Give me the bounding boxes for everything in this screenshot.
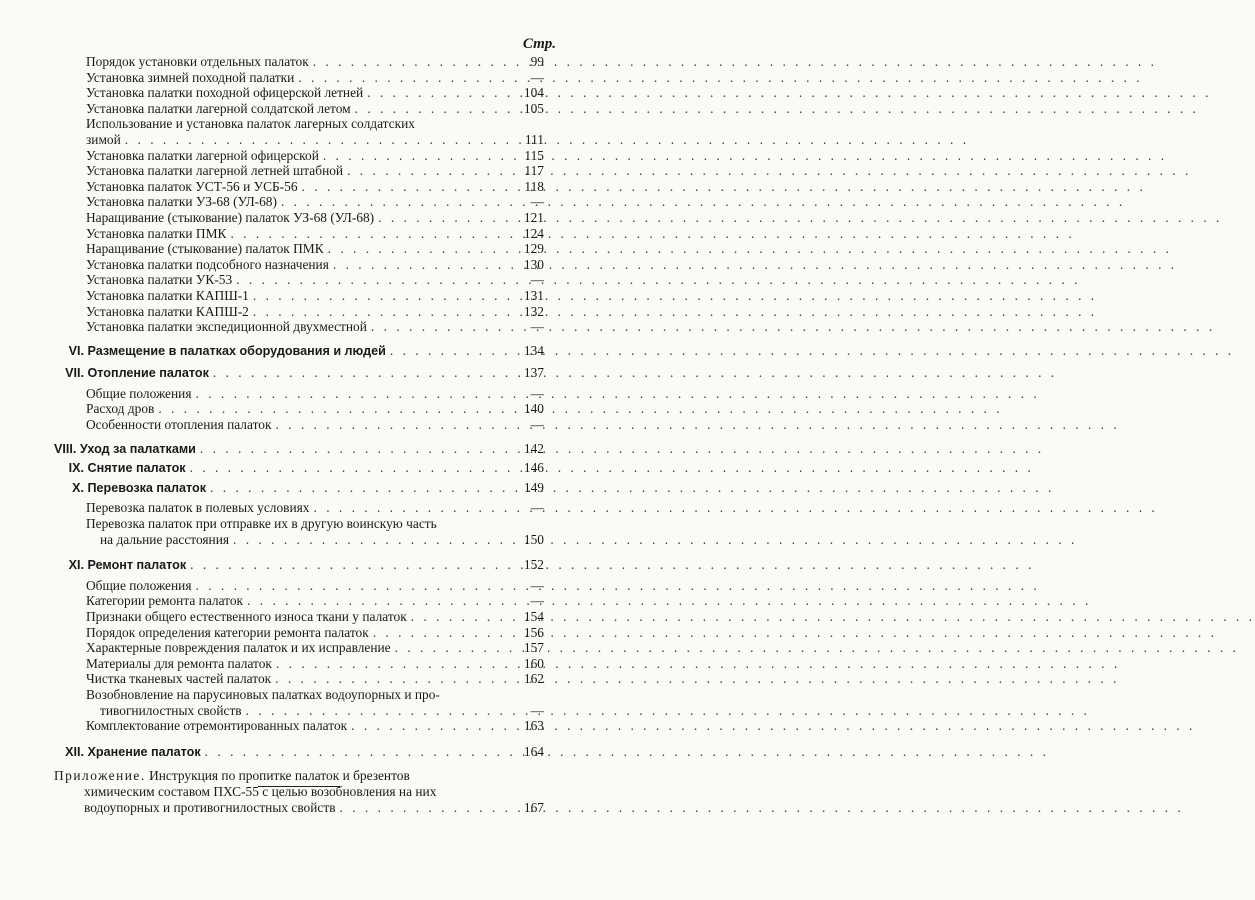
- section-number: XII.: [65, 744, 84, 759]
- section-number: IX.: [68, 461, 84, 476]
- appendix-entry: [54, 768, 544, 815]
- section-heading-10: [54, 480, 544, 497]
- toc-entry-title: Порядок установки отдельных палаток: [86, 54, 309, 69]
- toc-entry: [54, 319, 544, 335]
- dot-leader: [247, 593, 514, 609]
- toc-entry-page: 121: [523, 209, 544, 225]
- toc-entry-line: Перевозка палаток при отправке их в другую воинскую часть: [86, 516, 437, 532]
- toc-entry-page: —: [530, 500, 544, 516]
- dot-leader: [233, 532, 514, 548]
- toc-entry: [54, 210, 544, 226]
- toc-entry-page: 118: [524, 178, 544, 194]
- section-page: 149: [523, 479, 544, 495]
- dot-leader: [323, 148, 514, 164]
- section-number: VI.: [68, 343, 84, 358]
- toc-entry: [54, 500, 544, 516]
- section-title: Отопление палаток: [87, 366, 209, 381]
- toc-entry-page: 129: [523, 241, 544, 257]
- dot-leader: [313, 54, 514, 70]
- toc-entry: [54, 226, 544, 242]
- toc-entry: [54, 417, 544, 433]
- dot-leader: [355, 101, 514, 117]
- section-title: Снятие палаток: [87, 461, 186, 476]
- toc-entry-page: —: [530, 702, 544, 718]
- toc-entry-title: Установка палатки КАПШ-1: [86, 287, 249, 303]
- section-page: 146: [523, 460, 544, 476]
- toc-entry-title: Установка палатки УЗ-68 (УЛ-68): [86, 194, 277, 210]
- toc-entry-title: Материалы для ремонта палаток: [86, 655, 272, 671]
- toc-entry-page: 160: [523, 655, 544, 671]
- toc-entry: [54, 593, 544, 609]
- toc-entry-page: 111: [524, 131, 544, 147]
- dot-leader: [230, 226, 514, 242]
- section-page: 164: [523, 743, 544, 759]
- toc-entry-winter: [54, 116, 544, 147]
- toc-entry: [54, 671, 544, 687]
- dot-leader: [125, 132, 514, 148]
- toc-entry-title: Характерные повреждения палаток и их исправление: [86, 640, 391, 656]
- toc-entry: [54, 54, 544, 70]
- toc-entry-page: —: [530, 385, 544, 401]
- toc-entry-title: Комплектование отремонтированных палаток: [86, 718, 348, 734]
- toc-entry: [54, 241, 544, 257]
- dot-leader: [196, 578, 515, 594]
- end-rule: [258, 786, 340, 787]
- dot-leader: [200, 441, 514, 457]
- toc-entry: [54, 101, 544, 117]
- dot-leader: [190, 557, 514, 573]
- table-of-contents: [54, 54, 544, 815]
- toc-entry-title: Установка палатки походной офицерской летней: [86, 85, 364, 101]
- toc-entry-page: 124: [523, 225, 544, 241]
- toc-entry-title: Установка палатки лагерной солдатской летом: [86, 100, 351, 116]
- section-heading-8: [54, 441, 544, 458]
- toc-entry: [54, 288, 544, 304]
- appendix-label: Приложение.: [54, 768, 146, 784]
- page-column-label: Стр.: [522, 36, 556, 52]
- toc-entry-title: тивогнилостных свойств: [100, 702, 242, 718]
- toc-entry-title: Общие положения: [86, 385, 192, 401]
- toc-entry: [54, 272, 544, 288]
- toc-entry-page: —: [530, 272, 544, 288]
- toc-entry-title: Установка палатки ПМК: [86, 225, 227, 241]
- toc-page: [0, 0, 600, 900]
- toc-entry-title: Установка палатки КАПШ-2: [86, 303, 249, 319]
- toc-entry-title: Установка палатки лагерной офицерской: [86, 147, 319, 163]
- dot-leader: [196, 386, 515, 402]
- toc-entry-waterproof: [54, 687, 544, 718]
- toc-entry-title: Чистка тканевых частей палаток: [86, 671, 272, 687]
- toc-entry-page: 154: [523, 609, 544, 624]
- toc-entry-page: 105: [523, 100, 544, 116]
- toc-entry: [54, 718, 544, 734]
- dot-leader: [281, 194, 514, 210]
- dot-leader: [314, 500, 515, 516]
- section-10-entries: [54, 500, 544, 516]
- toc-entry-line: Возобновление на парусиновых палатках водоупорных и про-: [86, 686, 440, 702]
- dot-leader: [378, 210, 514, 226]
- dot-leader: [371, 319, 514, 335]
- section-title: Размещение в палатках оборудования и людей: [87, 343, 386, 358]
- toc-entry-page: 104: [523, 85, 544, 101]
- toc-entry-title: Особенности отопления палаток: [86, 417, 272, 433]
- section-number: XI.: [68, 558, 84, 573]
- toc-entry-page: 150: [523, 531, 544, 547]
- toc-entry-title: зимой: [86, 131, 121, 147]
- dot-leader: [347, 163, 514, 179]
- toc-entry: [54, 640, 544, 656]
- toc-entry-title: Порядок определения категории ремонта палаток: [86, 624, 369, 640]
- toc-entry-title: Перевозка палаток в полевых условиях: [86, 500, 310, 516]
- toc-entry-title: Наращивание (стыкование) палаток ПМК: [86, 241, 324, 257]
- toc-entry-title: Установка палатки лагерной летней штабной: [86, 163, 344, 179]
- toc-entry-title: Установка палатки подсобного назначения: [86, 256, 329, 272]
- toc-entry: [54, 625, 544, 641]
- toc-entry: [54, 656, 544, 672]
- dot-leader: [253, 304, 514, 320]
- dot-leader: [213, 365, 514, 381]
- toc-entry-page: 130: [523, 256, 544, 272]
- dot-leader: [158, 401, 514, 417]
- toc-entry-page: —: [530, 194, 544, 210]
- section-heading-9: [54, 460, 544, 477]
- toc-entry-page: 99: [530, 54, 544, 69]
- section-page: 134: [523, 342, 544, 358]
- appendix-text: водоупорных и противогнилостных свойств: [84, 799, 336, 815]
- dot-leader: [253, 288, 514, 304]
- dot-leader: [411, 609, 514, 625]
- toc-entry-page: —: [530, 577, 544, 593]
- section-number: VIII.: [54, 441, 77, 456]
- section-title: Уход за палатками: [79, 441, 196, 456]
- toc-entry-title: Установка палатки экспедиционной двухместной: [86, 319, 367, 335]
- dot-leader: [333, 257, 514, 273]
- appendix-page: 167: [523, 799, 544, 815]
- toc-entry-title: Установка зимней походной палатки: [86, 69, 295, 85]
- toc-entry-page: 162: [523, 671, 544, 687]
- entries-group-b: [54, 148, 544, 335]
- toc-entry-page: —: [530, 417, 544, 433]
- toc-entry: [54, 194, 544, 210]
- toc-entry: [54, 163, 544, 179]
- dot-leader: [328, 241, 514, 257]
- toc-entry-long-distance: [54, 516, 544, 547]
- section-number: VII.: [65, 366, 84, 381]
- toc-entry-title: Установка палатки УК-53: [86, 272, 233, 288]
- toc-entry-page: 140: [523, 401, 544, 417]
- section-number: X.: [72, 480, 84, 495]
- toc-entry-title: на дальние расстояния: [100, 531, 230, 547]
- toc-entry: [54, 257, 544, 273]
- dot-leader: [367, 85, 514, 101]
- toc-entry-page: 115: [524, 147, 544, 163]
- dot-leader: [205, 744, 514, 760]
- toc-entry: [54, 85, 544, 101]
- entries-group-a: [54, 54, 544, 116]
- toc-entry: [54, 609, 544, 625]
- dot-leader: [275, 671, 514, 687]
- toc-entry-page: 131: [523, 287, 544, 303]
- toc-entry: [54, 70, 544, 86]
- section-heading-12: [54, 744, 544, 761]
- section-11-entries: [54, 578, 544, 687]
- toc-entry-page: —: [530, 319, 544, 335]
- appendix-line: химическим составом ПХС-55 с целью возобновления на них: [84, 783, 437, 799]
- toc-entry: [54, 179, 544, 195]
- toc-entry-page: 157: [523, 640, 544, 656]
- section-heading-7: [54, 365, 544, 382]
- dot-leader: [276, 656, 514, 672]
- toc-entry-line: Использование и установка палаток лагерных солдатских: [86, 116, 415, 132]
- dot-leader: [373, 625, 514, 641]
- toc-entry: [54, 578, 544, 594]
- toc-entry-page: 156: [523, 624, 544, 640]
- toc-entry-page: 117: [524, 163, 544, 179]
- toc-entry-title: Установка палаток УСТ-56 и УСБ-56: [86, 178, 298, 194]
- toc-entry-title: Категории ремонта палаток: [86, 593, 244, 609]
- toc-entry: [54, 304, 544, 320]
- dot-leader: [390, 343, 514, 359]
- section-heading-6: [54, 343, 544, 360]
- toc-entry-title: Наращивание (стыкование) палаток УЗ-68 (УЛ-68): [86, 209, 375, 225]
- section-page: 137: [523, 365, 544, 381]
- dot-leader: [302, 179, 514, 195]
- dot-leader: [340, 800, 514, 816]
- dot-leader: [210, 480, 514, 496]
- section-title: Хранение палаток: [87, 744, 201, 759]
- section-page: 142: [523, 440, 544, 456]
- toc-entry-page: 163: [523, 718, 544, 734]
- toc-entry-title: Общие положения: [86, 577, 192, 593]
- toc-entry: [54, 401, 544, 417]
- appendix-line: [54, 768, 544, 784]
- dot-leader: [236, 272, 514, 288]
- dot-leader: [298, 70, 514, 86]
- toc-entry: [54, 148, 544, 164]
- dot-leader: [190, 460, 514, 476]
- toc-entry: [54, 386, 544, 402]
- toc-entry-title: Признаки общего естественного износа ткани у палаток: [86, 609, 407, 624]
- toc-entry-page: —: [530, 69, 544, 85]
- appendix-text: Инструкция по пропитке палаток и брезентов: [145, 768, 410, 784]
- section-page: 152: [523, 557, 544, 573]
- toc-entry-page: 132: [523, 303, 544, 319]
- toc-entry-title: Расход дров: [86, 401, 155, 417]
- dot-leader: [395, 640, 514, 656]
- section-title: Ремонт палаток: [87, 558, 187, 573]
- section-7-entries: [54, 386, 544, 433]
- section-title: Перевозка палаток: [87, 480, 207, 495]
- dot-leader: [275, 417, 514, 433]
- section-heading-11: [54, 557, 544, 574]
- dot-leader: [246, 703, 514, 719]
- dot-leader: [351, 718, 514, 734]
- toc-entry-page: —: [530, 593, 544, 609]
